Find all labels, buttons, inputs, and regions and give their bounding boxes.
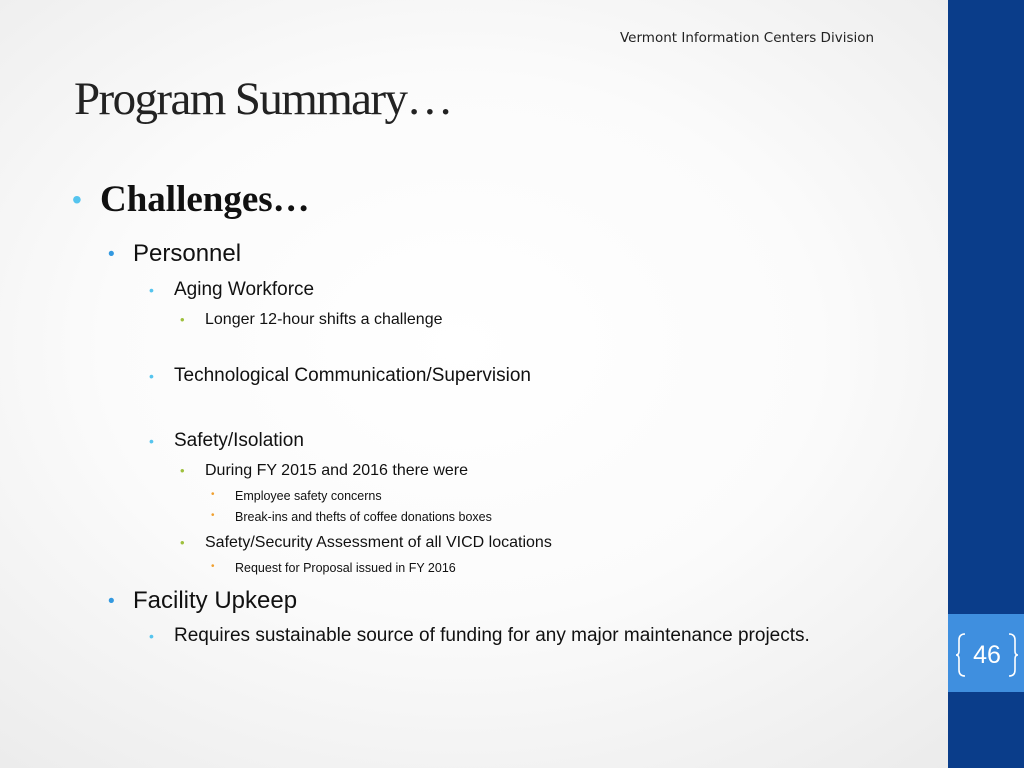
list-item-rfp: Request for Proposal issued in FY 2016 (235, 561, 456, 575)
list-item-safety-assessment: Safety/Security Assessment of all VICD locations (205, 534, 552, 551)
bullet-dot-icon: • (149, 282, 154, 298)
bullet-dot-icon: • (211, 489, 215, 500)
bullet-dot-icon: • (180, 312, 185, 327)
bullet-dot-icon: • (180, 463, 185, 478)
heading-challenges: Challenges… (100, 179, 310, 220)
header-org: Vermont Information Centers Division (620, 30, 875, 46)
page-number (956, 632, 1018, 678)
list-item-funding: Requires sustainable source of funding for any major maintenance projects. (174, 625, 810, 646)
bullet-dot-icon: • (149, 628, 154, 644)
bullet-dot-icon: • (211, 561, 215, 572)
bullet-dot-icon: • (108, 244, 115, 265)
bullet-dot-icon: • (149, 433, 154, 449)
list-item-break-ins: Break-ins and thefts of coffee donations boxes (235, 510, 492, 524)
list-item-aging-workforce: Aging Workforce (174, 279, 315, 300)
bullet-dot-icon: • (149, 368, 154, 384)
page-number-text: 46 (973, 640, 1001, 669)
list-item-tech-communication: Technological Communication/Supervision (174, 365, 531, 386)
bullet-dot-icon: • (180, 535, 185, 550)
list-item-safety-isolation: Safety/Isolation (174, 430, 304, 451)
list-item-personnel: Personnel (133, 240, 242, 267)
bullet-dot-icon: • (108, 591, 115, 612)
list-item-employee-safety: Employee safety concerns (235, 489, 382, 503)
bullet-dot-icon: • (72, 184, 82, 215)
slide-title: Program Summary… (74, 73, 452, 125)
bullet-dot-icon: • (211, 510, 215, 521)
list-item-fy-2015-2016: During FY 2015 and 2016 there were (205, 462, 468, 479)
list-item-longer-shifts: Longer 12-hour shifts a challenge (205, 311, 443, 328)
list-item-facility-upkeep: Facility Upkeep (133, 587, 298, 614)
